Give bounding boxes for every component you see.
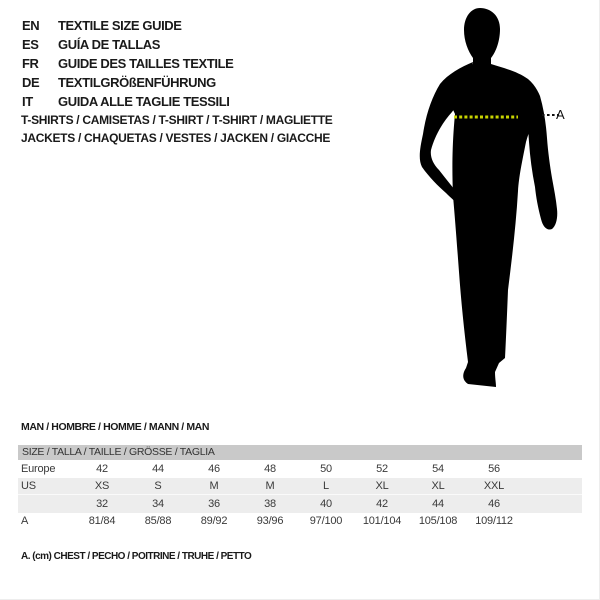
language-title: TEXTILE SIZE GUIDE [58, 18, 182, 33]
table-cell: 97/100 [309, 515, 343, 528]
table-row-us [18, 478, 582, 496]
table-cell: 44 [432, 497, 444, 510]
table-cell: XL [375, 480, 389, 493]
table-cell: XXL [483, 480, 505, 493]
table-cell: 38 [264, 497, 276, 510]
table-cell: 40 [320, 497, 332, 510]
language-title: GUÍA DE TALLAS [58, 37, 161, 52]
table-cell: L [323, 480, 329, 493]
table-cell: 109/112 [475, 515, 513, 528]
language-title: TEXTILGRÖßENFÜHRUNG [58, 75, 216, 90]
category-line-jackets: JACKETS / CHAQUETAS / VESTES / JACKEN / GIACCHE [21, 131, 331, 145]
table-cell: 101/104 [362, 515, 402, 528]
table-cell: 42 [96, 462, 108, 475]
size-table [18, 445, 582, 530]
table-cell: 56 [488, 462, 500, 475]
table-cell: XS [94, 480, 110, 493]
table-cell: 89/92 [200, 515, 228, 528]
row-label: Europe [21, 462, 56, 475]
row-label: A [21, 515, 29, 528]
table-row-chest-a [18, 513, 582, 531]
category-line-tshirts: T-SHIRTS / CAMISETAS / T-SHIRT / T-SHIRT / MAGLIETTE [21, 113, 333, 127]
table-cell: 50 [320, 462, 332, 475]
language-code: FR [22, 56, 39, 71]
row-label: US [21, 480, 36, 493]
table-row-europe [18, 460, 582, 478]
table-cell: 36 [208, 497, 220, 510]
table-cell: 93/96 [256, 515, 284, 528]
table-cell: 32 [96, 497, 108, 510]
language-code: IT [22, 94, 33, 109]
language-title: GUIDA ALLE TAGLIE TESSILI [58, 94, 230, 109]
table-cell: M [209, 480, 219, 493]
table-cell: 44 [152, 462, 164, 475]
table-row-us-numeric [18, 495, 582, 513]
table-cell: 34 [152, 497, 164, 510]
size-table-header: SIZE / TALLA / TAILLE / GRÖSSE / TAGLIA [18, 445, 582, 460]
table-cell: S [154, 480, 162, 493]
table-cell: 42 [376, 497, 388, 510]
measurement-a-label: A [556, 107, 565, 122]
table-cell: 46 [488, 497, 500, 510]
measurement-footnote: A. (cm) CHEST / PECHO / POITRINE / TRUHE / PETTO [21, 551, 252, 562]
language-code: DE [22, 75, 40, 90]
table-cell: 46 [208, 462, 220, 475]
language-title: GUIDE DES TAILLES TEXTILE [58, 56, 234, 71]
table-cell: M [265, 480, 275, 493]
table-cell: 105/108 [418, 515, 458, 528]
table-cell: 52 [376, 462, 388, 475]
table-cell: 81/84 [88, 515, 116, 528]
table-cell: 54 [432, 462, 444, 475]
gender-section-title: MAN / HOMBRE / HOMME / MANN / MAN [21, 421, 210, 433]
language-code: EN [22, 18, 40, 33]
language-code: ES [22, 37, 39, 52]
table-cell: 85/88 [144, 515, 172, 528]
table-cell: 48 [264, 462, 276, 475]
table-cell: XL [431, 480, 445, 493]
